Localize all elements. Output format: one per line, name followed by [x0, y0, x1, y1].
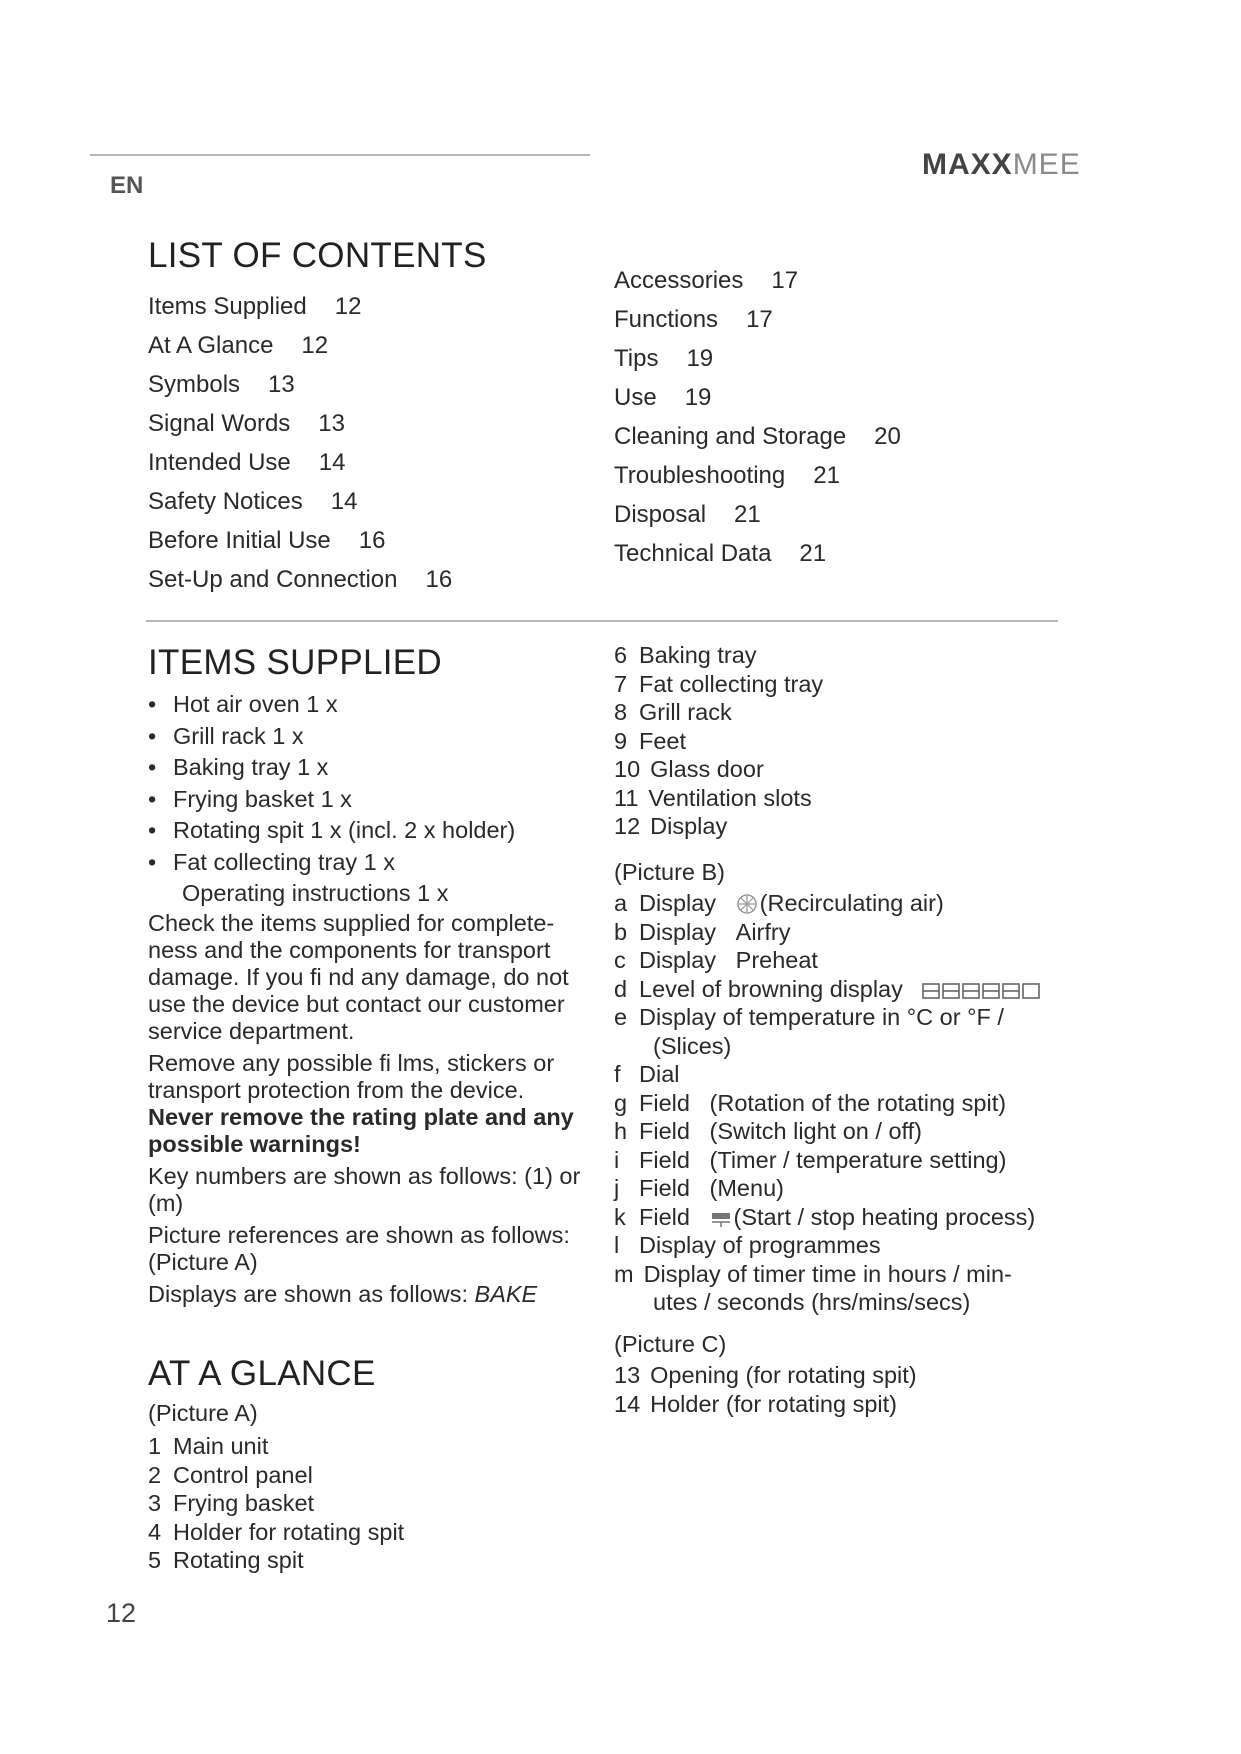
picture-b-list — [614, 889, 1064, 1317]
displays-paragraph: Displays are shown as follows: BAKE — [148, 1280, 538, 1307]
list-item: 5 Rotating spit — [148, 1547, 304, 1573]
toc-entry[interactable]: Disposal 21 — [614, 501, 761, 528]
picture-a-list-cont — [614, 641, 823, 841]
toc-entry[interactable]: Accessories 17 — [614, 267, 799, 294]
list-item: 13 Opening (for rotating spit) — [614, 1362, 917, 1388]
remove-films-paragraph: Remove any possible fi lms, stickers or transport protection from the device. — [148, 1049, 555, 1103]
list-item-continuation: utes / seconds (hrs/mins/secs) — [653, 1289, 971, 1315]
list-item: 4 Holder for rotating spit — [148, 1518, 405, 1545]
toc-entry[interactable]: At A Glance 12 — [148, 332, 329, 359]
list-item: 14 Holder (for rotating spit) — [614, 1390, 897, 1417]
list-item: e Display of temperature in °C or °F / — [614, 1004, 1004, 1030]
list-item: • Fat collecting tray 1 x — [148, 848, 396, 875]
list-item: 10 Glass door — [614, 756, 764, 782]
language-label: EN — [110, 172, 144, 199]
recirculating-air-icon — [736, 893, 758, 915]
browning-level-icon — [922, 982, 1044, 1000]
header-rule — [90, 154, 590, 156]
list-item: i Field (Timer / temperature setting) — [614, 1146, 1007, 1173]
at-a-glance-title: AT A GLANCE — [148, 1354, 376, 1393]
list-item: • Hot air oven 1 x — [148, 691, 338, 717]
check-items-paragraph: Check the items supplied for complete-ness and the components for transport damage. If you fi nd any damage, do not use the device but contact our customer service department. — [148, 909, 569, 1044]
list-item: 7 Fat collecting tray — [614, 670, 824, 697]
toc-entry[interactable]: Signal Words 13 — [148, 410, 345, 437]
list-item: k Field (Start / stop heating process) — [614, 1203, 1036, 1230]
toc-entry[interactable]: Use 19 — [614, 384, 712, 411]
toc-title: LIST OF CONTENTS — [148, 236, 487, 275]
list-item: • Rotating spit 1 x (incl. 2 x holder) — [148, 817, 516, 843]
toc-entry[interactable]: Technical Data 21 — [614, 540, 827, 567]
picture-b-label: (Picture B) — [614, 859, 725, 885]
logo-bold-part: MAXX — [922, 148, 1013, 181]
logo-light-part: MEE — [1012, 148, 1081, 181]
page-number: 12 — [106, 1598, 137, 1628]
list-item: c Display Preheat — [614, 947, 818, 973]
toc-entry[interactable]: Safety Notices 14 — [148, 488, 358, 515]
toc-entry[interactable]: Cleaning and Storage 20 — [614, 423, 901, 450]
items-supplied-body — [148, 689, 588, 1313]
list-item: j Field (Menu) — [614, 1175, 784, 1201]
list-item: a Display (Recirculating air) — [614, 890, 944, 916]
toc-entry[interactable]: Set-Up and Connection 16 — [148, 566, 453, 593]
toc-entry[interactable]: Intended Use 14 — [148, 449, 346, 476]
list-item-continuation: (Slices) — [653, 1032, 732, 1059]
list-item: 11 Ventilation slots — [614, 784, 812, 811]
display-example: BAKE — [474, 1280, 538, 1307]
list-item: h Field (Switch light on / off) — [614, 1118, 922, 1144]
toc-entry[interactable]: Items Supplied 12 — [148, 293, 362, 320]
list-item: 12 Display — [614, 813, 728, 839]
list-item: 3 Frying basket — [148, 1490, 315, 1516]
list-item: b Display Airfry — [614, 918, 791, 945]
list-item: g Field (Rotation of the rotating spit) — [614, 1089, 1007, 1116]
picture-refs-paragraph: Picture references are shown as follows: (Picture A) — [148, 1221, 570, 1275]
toc-entry[interactable]: Tips 19 — [614, 345, 714, 372]
toc-entry[interactable]: Before Initial Use 16 — [148, 527, 386, 554]
list-item: 2 Control panel — [148, 1461, 313, 1488]
list-item: Operating instructions 1 x — [182, 880, 449, 906]
start-stop-icon — [710, 1207, 732, 1229]
picture-a-list — [148, 1432, 404, 1575]
toc-right-column — [614, 261, 901, 573]
toc-entry[interactable]: Symbols 13 — [148, 371, 295, 398]
list-item: 1 Main unit — [148, 1433, 269, 1459]
key-numbers-paragraph: Key numbers are shown as follows: (1) or (m) — [148, 1162, 581, 1216]
list-item: 9 Feet — [614, 727, 687, 754]
items-supplied-list — [148, 689, 588, 910]
list-item: 8 Grill rack — [614, 699, 732, 725]
rating-plate-warning: Never remove the rating plate and any possible warnings! — [148, 1103, 574, 1157]
list-item: 6 Baking tray — [614, 642, 757, 668]
toc-entry[interactable]: Troubleshooting 21 — [614, 462, 840, 489]
picture-a-label: (Picture A) — [148, 1400, 258, 1426]
list-item: m Display of timer time in hours / min- — [614, 1260, 1012, 1287]
brand-logo — [922, 148, 1081, 182]
list-item: d Level of browning display — [614, 975, 1064, 1004]
toc-entry[interactable]: Functions 17 — [614, 306, 773, 333]
section-divider — [146, 620, 1058, 622]
list-item: • Baking tray 1 x — [148, 754, 329, 780]
list-item: • Grill rack 1 x — [148, 722, 304, 749]
list-item: l Display of programmes — [614, 1232, 881, 1258]
toc-left-column — [148, 287, 452, 599]
picture-c-label: (Picture C) — [614, 1331, 727, 1357]
list-item: • Frying basket 1 x — [148, 785, 352, 812]
list-item: f Dial — [614, 1061, 680, 1087]
picture-c-list — [614, 1361, 917, 1418]
items-supplied-title: ITEMS SUPPLIED — [148, 643, 442, 682]
